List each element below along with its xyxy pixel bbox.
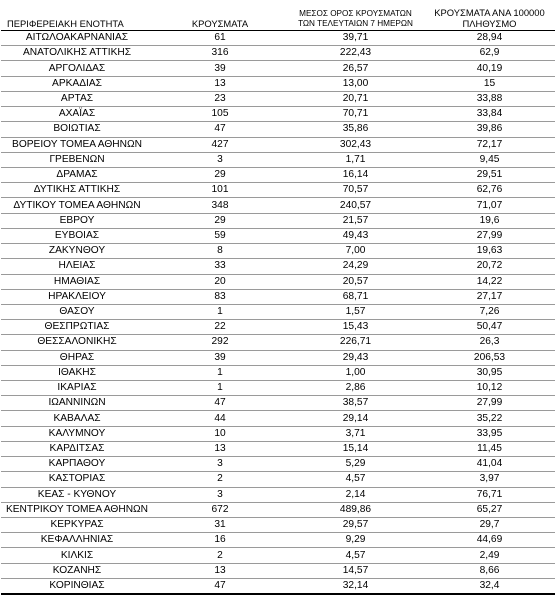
cell-cases-per-100k: 62,9 — [424, 46, 555, 61]
cell-region: ΘΕΣΣΑΛΟΝΙΚΗΣ — [1, 335, 153, 350]
cell-cases: 47 — [153, 122, 287, 137]
cell-region: ΚΑΣΤΟΡΙΑΣ — [1, 472, 153, 487]
cell-cases: 2 — [153, 472, 287, 487]
cell-cases-per-100k: 15 — [424, 76, 555, 91]
cell-region: ΖΑΚΥΝΘΟΥ — [1, 244, 153, 259]
cell-cases-per-100k: 2,49 — [424, 548, 555, 563]
cell-seven-day-average: 35,86 — [287, 122, 424, 137]
cell-cases-per-100k: 20,72 — [424, 259, 555, 274]
cell-region: ΓΡΕΒΕΝΩΝ — [1, 152, 153, 167]
header-seven-day-average — [287, 0, 424, 31]
header-cases: ΚΡΟΥΣΜΑΤΑ — [153, 0, 287, 31]
cell-seven-day-average: 240,57 — [287, 198, 424, 213]
cell-region: ΑΡΓΟΛΙΔΑΣ — [1, 61, 153, 76]
cell-cases: 3 — [153, 487, 287, 502]
table-row — [1, 289, 555, 304]
cell-cases-per-100k: 50,47 — [424, 320, 555, 335]
cell-cases: 13 — [153, 76, 287, 91]
table-row — [1, 31, 555, 46]
cell-cases-per-100k: 19,6 — [424, 213, 555, 228]
cell-cases-per-100k: 206,53 — [424, 350, 555, 365]
cell-region: ΚΑΒΑΛΑΣ — [1, 411, 153, 426]
cell-cases: 13 — [153, 441, 287, 456]
cell-cases: 105 — [153, 107, 287, 122]
cell-cases: 29 — [153, 167, 287, 182]
cell-seven-day-average: 9,29 — [287, 533, 424, 548]
cell-cases-per-100k: 26,3 — [424, 335, 555, 350]
cell-seven-day-average: 32,14 — [287, 578, 424, 594]
cell-cases-per-100k: 72,17 — [424, 137, 555, 152]
table-row — [1, 518, 555, 533]
cell-seven-day-average: 26,57 — [287, 61, 424, 76]
cell-region: ΙΘΑΚΗΣ — [1, 365, 153, 380]
cell-region: ΘΑΣΟΥ — [1, 304, 153, 319]
cell-cases-per-100k: 29,51 — [424, 167, 555, 182]
cell-region: ΚΟΡΙΝΘΙΑΣ — [1, 578, 153, 594]
cell-cases: 22 — [153, 320, 287, 335]
cell-cases: 10 — [153, 426, 287, 441]
table-row — [1, 533, 555, 548]
cell-cases: 23 — [153, 91, 287, 106]
cell-cases-per-100k: 29,7 — [424, 518, 555, 533]
header-region: ΠΕΡΙΦΕΡΕΙΑΚΗ ΕΝΟΤΗΤΑ — [1, 0, 153, 31]
cell-cases-per-100k: 3,97 — [424, 472, 555, 487]
table-row — [1, 122, 555, 137]
cell-seven-day-average: 70,71 — [287, 107, 424, 122]
table-row — [1, 578, 555, 594]
cell-cases: 16 — [153, 533, 287, 548]
table-row — [1, 198, 555, 213]
cell-cases: 83 — [153, 289, 287, 304]
cell-cases-per-100k: 27,99 — [424, 396, 555, 411]
cell-region: ΔΥΤΙΚΟΥ ΤΟΜΕΑ ΑΘΗΝΩΝ — [1, 198, 153, 213]
table-row — [1, 411, 555, 426]
cell-cases: 47 — [153, 578, 287, 594]
cell-seven-day-average: 3,71 — [287, 426, 424, 441]
cell-seven-day-average: 15,14 — [287, 441, 424, 456]
cell-region: ΔΡΑΜΑΣ — [1, 167, 153, 182]
cell-cases: 8 — [153, 244, 287, 259]
cell-cases: 29 — [153, 213, 287, 228]
cell-region: ΚΕΦΑΛΛΗΝΙΑΣ — [1, 533, 153, 548]
cell-cases-per-100k: 28,94 — [424, 31, 555, 46]
cell-cases: 61 — [153, 31, 287, 46]
table-row — [1, 259, 555, 274]
cell-region: ΗΡΑΚΛΕΙΟΥ — [1, 289, 153, 304]
cell-region: ΚΕΝΤΡΙΚΟΥ ΤΟΜΕΑ ΑΘΗΝΩΝ — [1, 502, 153, 517]
cell-seven-day-average: 29,57 — [287, 518, 424, 533]
cell-cases-per-100k: 44,69 — [424, 533, 555, 548]
table-row — [1, 381, 555, 396]
cell-cases-per-100k: 33,88 — [424, 91, 555, 106]
table-body — [1, 31, 555, 595]
table-row — [1, 548, 555, 563]
table-row — [1, 441, 555, 456]
cell-region: ΑΙΤΩΛΟΑΚΑΡΝΑΝΙΑΣ — [1, 31, 153, 46]
cell-cases: 1 — [153, 304, 287, 319]
cell-cases: 348 — [153, 198, 287, 213]
cell-cases: 1 — [153, 365, 287, 380]
table-row — [1, 350, 555, 365]
cell-cases-per-100k: 33,95 — [424, 426, 555, 441]
cell-seven-day-average: 5,29 — [287, 457, 424, 472]
table-row — [1, 76, 555, 91]
cell-cases: 3 — [153, 152, 287, 167]
cell-cases: 13 — [153, 563, 287, 578]
cases-table — [1, 0, 555, 595]
cell-seven-day-average: 20,71 — [287, 91, 424, 106]
table-row — [1, 107, 555, 122]
cell-seven-day-average: 2,14 — [287, 487, 424, 502]
cell-seven-day-average: 20,57 — [287, 274, 424, 289]
cell-cases-per-100k: 9,45 — [424, 152, 555, 167]
cell-cases-per-100k: 30,95 — [424, 365, 555, 380]
cell-region: ΕΥΒΟΙΑΣ — [1, 228, 153, 243]
cell-seven-day-average: 39,71 — [287, 31, 424, 46]
table-row — [1, 274, 555, 289]
cell-seven-day-average: 1,00 — [287, 365, 424, 380]
cell-seven-day-average: 14,57 — [287, 563, 424, 578]
cell-seven-day-average: 1,57 — [287, 304, 424, 319]
table-row — [1, 472, 555, 487]
cell-region: ΘΗΡΑΣ — [1, 350, 153, 365]
cell-seven-day-average: 24,29 — [287, 259, 424, 274]
table-row — [1, 152, 555, 167]
cell-cases-per-100k: 76,71 — [424, 487, 555, 502]
cell-cases-per-100k: 27,99 — [424, 228, 555, 243]
cell-region: ΕΒΡΟΥ — [1, 213, 153, 228]
cell-cases-per-100k: 8,66 — [424, 563, 555, 578]
cell-seven-day-average: 70,57 — [287, 183, 424, 198]
cell-cases: 1 — [153, 381, 287, 396]
cell-region: ΗΛΕΙΑΣ — [1, 259, 153, 274]
cell-cases-per-100k: 32,4 — [424, 578, 555, 594]
cell-cases: 44 — [153, 411, 287, 426]
cell-seven-day-average: 38,57 — [287, 396, 424, 411]
cell-seven-day-average: 15,43 — [287, 320, 424, 335]
cell-cases: 101 — [153, 183, 287, 198]
cell-region: ΑΧΑΪΑΣ — [1, 107, 153, 122]
cell-region: ΚΑΛΥΜΝΟΥ — [1, 426, 153, 441]
table-row — [1, 396, 555, 411]
cell-cases: 31 — [153, 518, 287, 533]
table-row — [1, 502, 555, 517]
cell-seven-day-average: 2,86 — [287, 381, 424, 396]
cell-seven-day-average: 7,00 — [287, 244, 424, 259]
table-row — [1, 61, 555, 76]
cell-region: ΑΡΤΑΣ — [1, 91, 153, 106]
table-row — [1, 137, 555, 152]
cell-cases: 2 — [153, 548, 287, 563]
cell-cases: 39 — [153, 350, 287, 365]
cell-seven-day-average: 49,43 — [287, 228, 424, 243]
table-row — [1, 183, 555, 198]
cell-cases-per-100k: 27,17 — [424, 289, 555, 304]
table-row — [1, 365, 555, 380]
table-row — [1, 335, 555, 350]
cell-cases: 39 — [153, 61, 287, 76]
cell-cases-per-100k: 35,22 — [424, 411, 555, 426]
table-row — [1, 46, 555, 61]
table-row — [1, 244, 555, 259]
table-row — [1, 304, 555, 319]
cell-region: ΑΝΑΤΟΛΙΚΗΣ ΑΤΤΙΚΗΣ — [1, 46, 153, 61]
cell-cases-per-100k: 19,63 — [424, 244, 555, 259]
cell-cases: 47 — [153, 396, 287, 411]
cell-cases-per-100k: 65,27 — [424, 502, 555, 517]
cell-cases: 20 — [153, 274, 287, 289]
cell-seven-day-average: 68,71 — [287, 289, 424, 304]
cell-cases: 427 — [153, 137, 287, 152]
cell-seven-day-average: 16,14 — [287, 167, 424, 182]
cell-region: ΚΑΡΔΙΤΣΑΣ — [1, 441, 153, 456]
cell-cases-per-100k: 10,12 — [424, 381, 555, 396]
cell-region: ΑΡΚΑΔΙΑΣ — [1, 76, 153, 91]
cell-region: ΒΟΡΕΙΟΥ ΤΟΜΕΑ ΑΘΗΝΩΝ — [1, 137, 153, 152]
cell-region: ΚΕΡΚΥΡΑΣ — [1, 518, 153, 533]
cell-region: ΚΙΛΚΙΣ — [1, 548, 153, 563]
cell-seven-day-average: 226,71 — [287, 335, 424, 350]
cell-region: ΒΟΙΩΤΙΑΣ — [1, 122, 153, 137]
cell-seven-day-average: 222,43 — [287, 46, 424, 61]
cell-cases-per-100k: 11,45 — [424, 441, 555, 456]
cell-cases: 59 — [153, 228, 287, 243]
cell-cases: 3 — [153, 457, 287, 472]
cell-seven-day-average: 1,71 — [287, 152, 424, 167]
table-row — [1, 167, 555, 182]
cell-seven-day-average: 29,43 — [287, 350, 424, 365]
cell-cases-per-100k: 62,76 — [424, 183, 555, 198]
cell-seven-day-average: 21,57 — [287, 213, 424, 228]
cell-cases: 316 — [153, 46, 287, 61]
cell-seven-day-average: 4,57 — [287, 548, 424, 563]
table-row — [1, 426, 555, 441]
header-per100k-line-2: ΠΛΗΘΥΣΜΟ — [462, 18, 517, 29]
cell-cases-per-100k: 7,26 — [424, 304, 555, 319]
table-row — [1, 457, 555, 472]
cell-cases-per-100k: 33,84 — [424, 107, 555, 122]
cell-seven-day-average: 29,14 — [287, 411, 424, 426]
cell-seven-day-average: 489,86 — [287, 502, 424, 517]
cell-cases: 292 — [153, 335, 287, 350]
header-average-line-1: ΜΕΣΟΣ ΟΡΟΣ ΚΡΟΥΣΜΑΤΩΝ — [299, 9, 412, 18]
table-row — [1, 487, 555, 502]
cell-region: ΗΜΑΘΙΑΣ — [1, 274, 153, 289]
cell-seven-day-average: 4,57 — [287, 472, 424, 487]
cell-cases: 33 — [153, 259, 287, 274]
header-cases-per-100k — [424, 0, 555, 31]
table-row — [1, 91, 555, 106]
table-row — [1, 563, 555, 578]
cell-region: ΙΩΑΝΝΙΝΩΝ — [1, 396, 153, 411]
cell-cases-per-100k: 39,86 — [424, 122, 555, 137]
cell-region: ΚΑΡΠΑΘΟΥ — [1, 457, 153, 472]
cell-region: ΙΚΑΡΙΑΣ — [1, 381, 153, 396]
header-per100k-line-1: ΚΡΟΥΣΜΑΤΑ ΑΝΑ 100000 — [434, 7, 545, 18]
table-row — [1, 320, 555, 335]
cell-region: ΔΥΤΙΚΗΣ ΑΤΤΙΚΗΣ — [1, 183, 153, 198]
header-row — [1, 0, 555, 31]
cell-cases: 672 — [153, 502, 287, 517]
header-average-line-2: ΤΩΝ ΤΕΛΕΥΤΑΙΩΝ 7 ΗΜΕΡΩΝ — [298, 19, 413, 28]
table-row — [1, 213, 555, 228]
cell-region: ΚΕΑΣ - ΚΥΘΝΟΥ — [1, 487, 153, 502]
cell-cases-per-100k: 40,19 — [424, 61, 555, 76]
cell-cases-per-100k: 14,22 — [424, 274, 555, 289]
cell-seven-day-average: 302,43 — [287, 137, 424, 152]
cell-seven-day-average: 13,00 — [287, 76, 424, 91]
cell-cases-per-100k: 71,07 — [424, 198, 555, 213]
cell-region: ΘΕΣΠΡΩΤΙΑΣ — [1, 320, 153, 335]
cell-region: ΚΟΖΑΝΗΣ — [1, 563, 153, 578]
cell-cases-per-100k: 41,04 — [424, 457, 555, 472]
table-row — [1, 228, 555, 243]
